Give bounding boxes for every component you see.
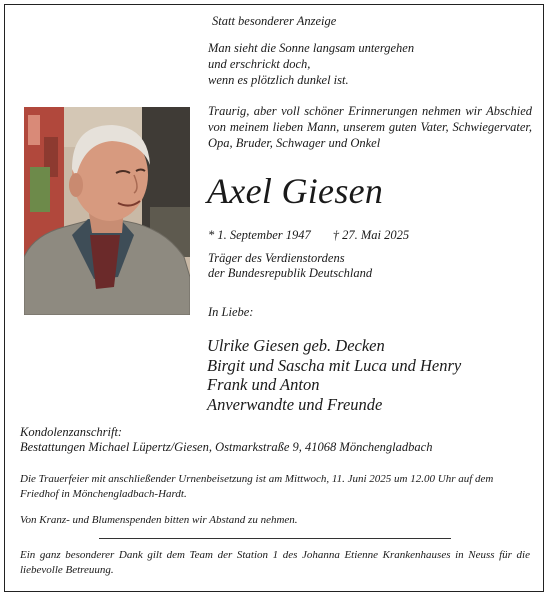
mourner-line: Anverwandte und Freunde [207, 394, 383, 414]
death-date: † 27. Mai 2025 [332, 228, 410, 242]
poem [208, 40, 528, 88]
honor-line: der Bundesrepublik Deutschland [208, 266, 373, 280]
life-dates [208, 228, 409, 243]
honor-text [208, 251, 372, 281]
poem-line: und erschrickt doch, [208, 57, 311, 71]
birth-date: * 1. September 1947 [208, 228, 311, 242]
poem-line: Man sieht die Sonne langsam untergehen [208, 41, 415, 55]
honor-line: Träger des Verdienstordens [208, 251, 345, 265]
funeral-info: Die Trauerfeier mit anschließender Urnenbeisetzung ist am Mittwoch, 11. Juni 2025 um 12.00 Uhr auf dem Friedhof in Mönchengladbach-Hardt. [20, 473, 494, 500]
notice-header: Statt besonderer Anzeige [212, 14, 337, 28]
intro-text: Traurig, aber voll schöner Erinnerungen nehmen wir Abschied von meinem lieben Mann, unserem guten Vater, Schwiegervater, Opa, Bruder, Schwager und Onkel [208, 104, 532, 150]
condolence-label: Kondolenzanschrift: [20, 425, 123, 439]
portrait-photo [24, 107, 190, 315]
mourner-line: Birgit und Sascha mit Luca und Henry [207, 355, 462, 375]
deceased-name: Axel Giesen [207, 171, 384, 211]
mourner-line: Ulrike Giesen geb. Decken [207, 336, 385, 355]
condolence-address-line: Bestattungen Michael Lüpertz/Giesen, Ostmarkstraße 9, 41068 Mönchengladbach [20, 440, 433, 454]
flowers-note: Von Kranz- und Blumenspenden bitten wir Abstand zu nehmen. [20, 514, 298, 526]
condolence-address [20, 425, 432, 455]
divider [99, 538, 451, 539]
poem-line: wenn es plötzlich dunkel ist. [208, 73, 349, 87]
mourners-list [207, 336, 461, 414]
in-love-label: In Liebe: [208, 305, 254, 319]
mourner-line: Frank und Anton [207, 375, 320, 394]
thanks-note: Ein ganz besonderer Dank gilt dem Team der Station 1 des Johanna Etienne Krankenhauses in Neuss für die liebevolle Betreuung. [20, 549, 530, 576]
